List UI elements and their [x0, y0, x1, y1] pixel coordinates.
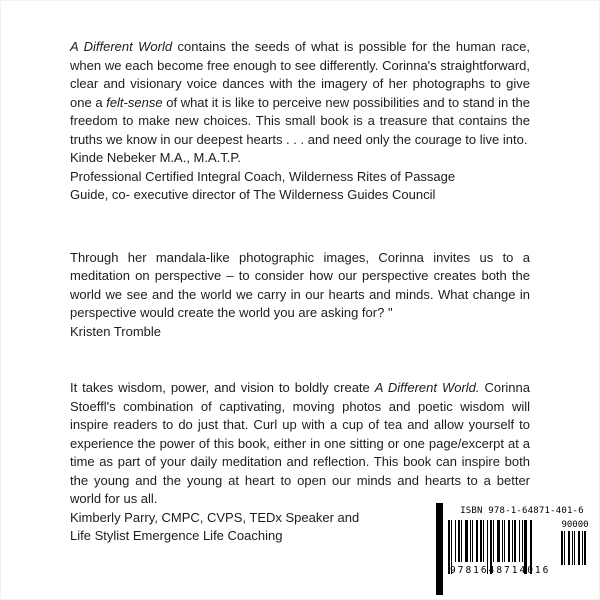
addon-barcode: [554, 531, 596, 565]
blurb-2-attribution: [70, 323, 530, 342]
attribution-line: Kristen Tromble: [70, 323, 162, 339]
addon-group: [554, 520, 596, 565]
barcode-digits: 9781648714016: [450, 565, 551, 576]
blurb-1-text: A Different World contains the seeds of what is possible for the human race, when we each become free enough to see differently. Corinna's straightforward, clear and visionary voice dances with the imagery of her photographs to give one a felt-sense of what it is like to perceive new possibilities and to stand in the freedom to make new choices. This small book is a treasure that contains the truths we know in our deepest hearts . . . and need only the courage to live into.: [70, 39, 530, 147]
isbn-label: ISBN 978-1-64871-401-6: [460, 506, 584, 516]
barcode-bars-row: [448, 520, 596, 574]
attribution-line: Professional Certified Integral Coach, Wilderness Rites of Passage: [70, 168, 456, 184]
ean13-group: [448, 520, 551, 576]
blurb-2-text: Through her mandala-like photographic images, Corinna invites us to a meditation on perspective – to consider how our perspective creates both the world we see and the world we carry in our hearts and minds. What change in perspective would create the world you are asking for? ": [70, 249, 530, 320]
attribution-line: Kinde Nebeker M.A., M.A.T.P.: [70, 150, 241, 165]
blurb-3-text: It takes wisdom, power, and vision to boldly create A Different World. Corinna Stoeffl's combination of captivating, moving photos and poetic wisdom will inspire readers to do just that. Curl up with a cup of tea and allow yourself to experience the power of this book, either in one sitting or one page/excerpt at a time as part of your daily meditation and reflection. This book can inspire both the young and the young at heart to open our minds and hearts to a better world for us all.: [70, 380, 530, 506]
barcode-inner: [443, 503, 600, 595]
attribution-line: Guide, co- executive director of The Wilderness Guides Council: [70, 187, 436, 202]
blurb-1-attribution: [70, 149, 530, 205]
price-code: 90000: [561, 520, 589, 530]
spine-strip: [436, 503, 443, 595]
blurb-1: [70, 38, 530, 205]
blurb-2: [70, 249, 530, 342]
attribution-line: Kimberly Parry, CMPC, CVPS, TEDx Speaker and: [70, 509, 360, 525]
barcode-panel: [436, 503, 598, 595]
blurb-column: [70, 38, 530, 546]
attribution-line: Life Stylist Emergence Life Coaching: [70, 528, 283, 543]
